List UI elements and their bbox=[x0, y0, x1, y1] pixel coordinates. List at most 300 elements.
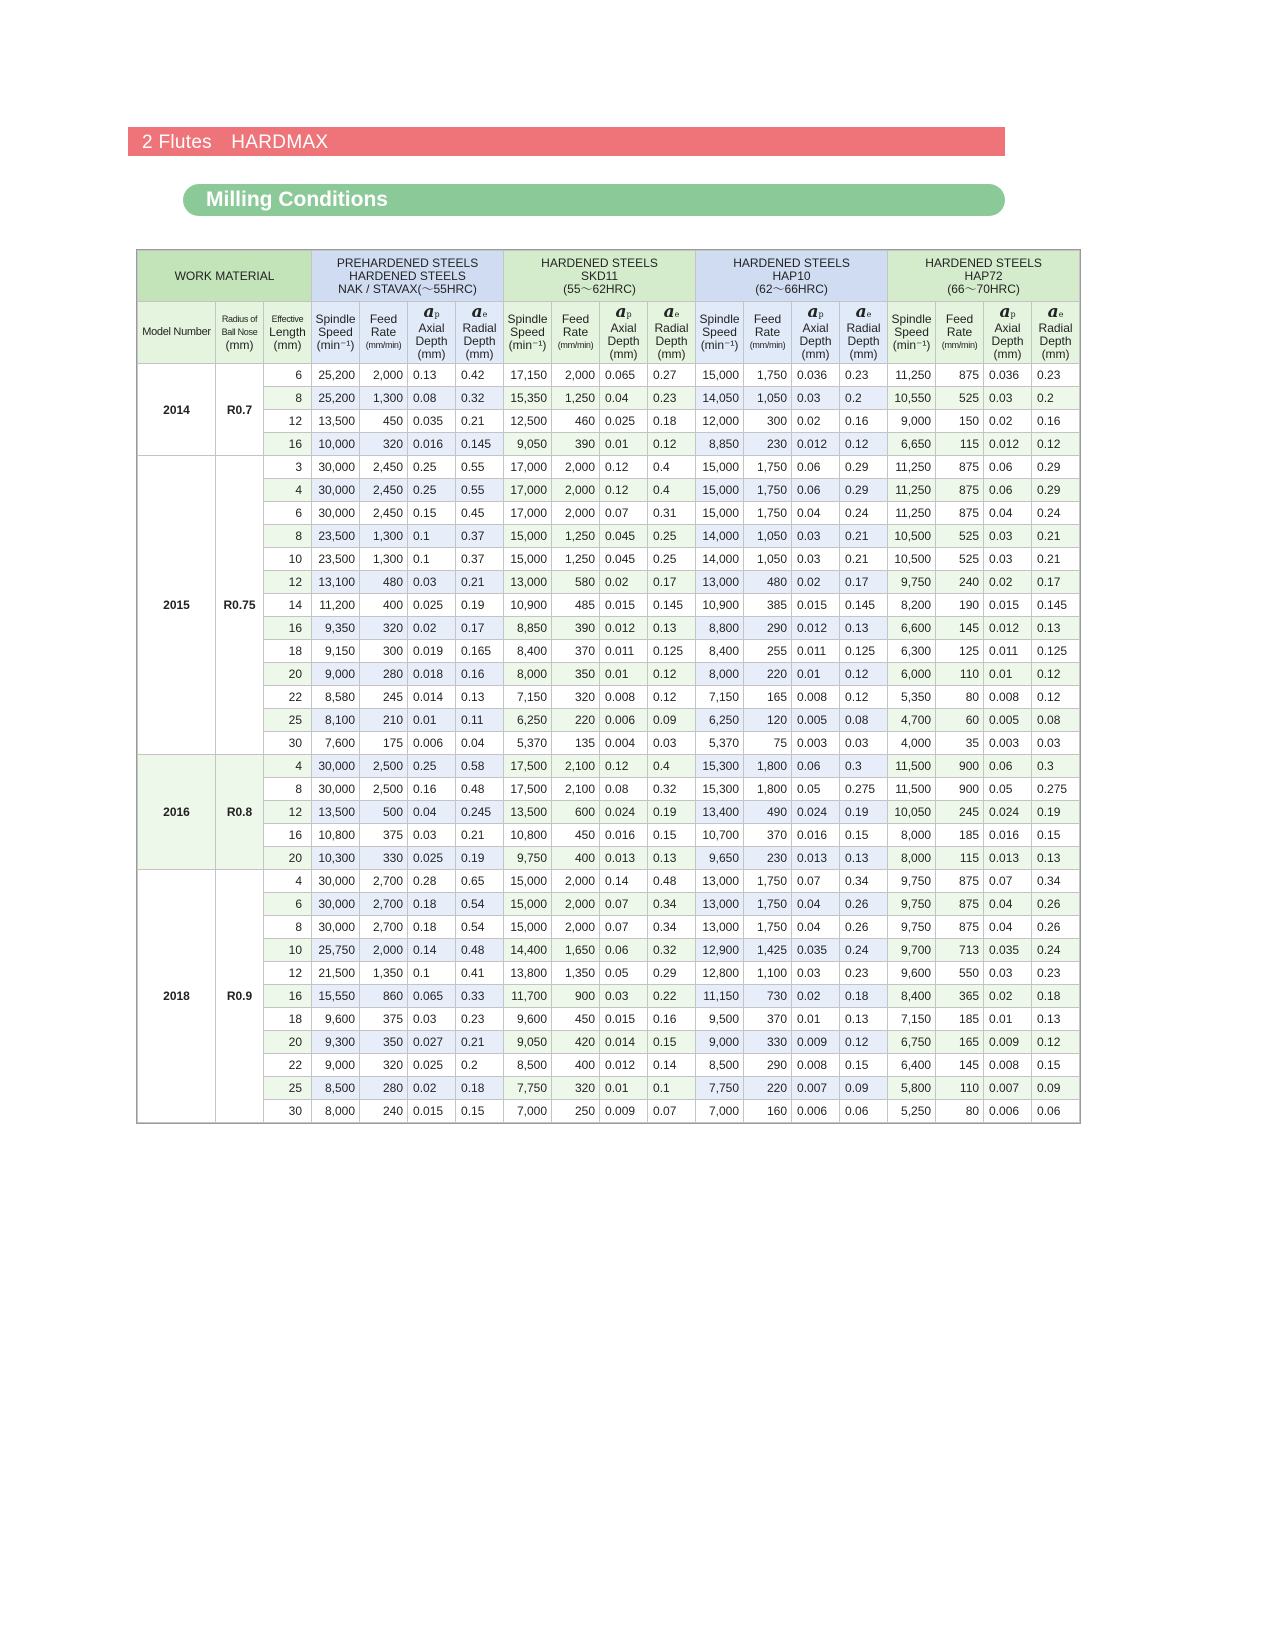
group-line2: SKD11 bbox=[580, 268, 619, 283]
radial-depth-cell: 0.08 bbox=[1032, 709, 1080, 732]
axial-depth-cell: 0.04 bbox=[792, 502, 840, 525]
table-row bbox=[138, 1054, 1080, 1077]
radial-depth-cell: 0.12 bbox=[1032, 686, 1080, 709]
axial-depth-cell: 0.04 bbox=[792, 916, 840, 939]
feed-rate-header bbox=[552, 302, 600, 364]
ap-subscript: p bbox=[626, 309, 632, 319]
axial-depth-cell: 0.02 bbox=[984, 410, 1032, 433]
header-line: Feed bbox=[753, 312, 782, 326]
spindle-speed-cell: 9,350 bbox=[312, 617, 360, 640]
spindle-speed-cell: 21,500 bbox=[312, 962, 360, 985]
axial-depth-cell: 0.045 bbox=[600, 525, 648, 548]
radial-depth-cell: 0.32 bbox=[456, 387, 504, 410]
feed-rate-cell: 400 bbox=[552, 1054, 600, 1077]
header-line: (mm) bbox=[1041, 346, 1070, 361]
axial-depth-cell: 0.009 bbox=[600, 1100, 648, 1123]
feed-rate-cell: 1,250 bbox=[552, 548, 600, 571]
radial-depth-cell: 0.125 bbox=[1032, 640, 1080, 663]
spindle-speed-cell: 30,000 bbox=[312, 893, 360, 916]
feed-rate-cell: 375 bbox=[360, 824, 408, 847]
axial-depth-cell: 0.027 bbox=[408, 1031, 456, 1054]
feed-rate-cell: 150 bbox=[936, 410, 984, 433]
feed-rate-cell: 713 bbox=[936, 939, 984, 962]
header-line: (min⁻¹) bbox=[700, 338, 739, 352]
feed-rate-cell: 390 bbox=[552, 433, 600, 456]
axial-depth-cell: 0.004 bbox=[600, 732, 648, 755]
spindle-speed-cell: 5,350 bbox=[888, 686, 936, 709]
axial-depth-cell: 0.009 bbox=[984, 1031, 1032, 1054]
feed-rate-cell: 120 bbox=[744, 709, 792, 732]
radial-depth-cell: 0.31 bbox=[648, 502, 696, 525]
feed-rate-cell: 1,300 bbox=[360, 387, 408, 410]
axial-depth-cell: 0.011 bbox=[792, 640, 840, 663]
effective-length-cell: 6 bbox=[264, 364, 312, 387]
group-header-skd11 bbox=[504, 251, 696, 302]
spindle-speed-cell: 6,400 bbox=[888, 1054, 936, 1077]
axial-depth-cell: 0.024 bbox=[792, 801, 840, 824]
axial-depth-cell: 0.018 bbox=[408, 663, 456, 686]
feed-rate-cell: 2,000 bbox=[552, 893, 600, 916]
axial-depth-cell: 0.1 bbox=[408, 548, 456, 571]
radial-depth-cell: 0.13 bbox=[456, 686, 504, 709]
axial-depth-cell: 0.015 bbox=[408, 1100, 456, 1123]
axial-depth-cell: 0.065 bbox=[408, 985, 456, 1008]
header-line: Feed bbox=[369, 312, 398, 326]
feed-rate-cell: 480 bbox=[360, 571, 408, 594]
axial-depth-cell: 0.013 bbox=[792, 847, 840, 870]
feed-rate-cell: 2,000 bbox=[552, 916, 600, 939]
radial-depth-cell: 0.26 bbox=[840, 893, 888, 916]
axial-depth-cell: 0.016 bbox=[792, 824, 840, 847]
model-number-cell: 2014 bbox=[138, 364, 216, 456]
feed-rate-cell: 1,350 bbox=[552, 962, 600, 985]
spindle-speed-cell: 13,000 bbox=[696, 571, 744, 594]
axial-depth-cell: 0.025 bbox=[408, 594, 456, 617]
spindle-speed-cell: 30,000 bbox=[312, 916, 360, 939]
axial-depth-cell: 0.06 bbox=[984, 479, 1032, 502]
axial-depth-cell: 0.045 bbox=[600, 548, 648, 571]
feed-rate-cell: 110 bbox=[936, 663, 984, 686]
effective-length-cell: 12 bbox=[264, 571, 312, 594]
ap-symbol bbox=[600, 301, 647, 322]
header-line: Depth bbox=[655, 333, 688, 348]
feed-rate-cell: 370 bbox=[744, 824, 792, 847]
feed-rate-cell: 525 bbox=[936, 387, 984, 410]
spindle-speed-cell: 9,000 bbox=[888, 410, 936, 433]
table-row bbox=[138, 525, 1080, 548]
spindle-speed-cell: 10,800 bbox=[504, 824, 552, 847]
radial-depth-cell: 0.165 bbox=[456, 640, 504, 663]
axial-depth-cell: 0.003 bbox=[984, 732, 1032, 755]
spindle-speed-cell: 11,150 bbox=[696, 985, 744, 1008]
radial-depth-cell: 0.09 bbox=[1032, 1077, 1080, 1100]
radial-depth-cell: 0.21 bbox=[840, 525, 888, 548]
effective-length-cell: 3 bbox=[264, 456, 312, 479]
feed-rate-cell: 2,000 bbox=[552, 456, 600, 479]
spindle-speed-cell: 15,000 bbox=[504, 893, 552, 916]
axial-depth-cell: 0.01 bbox=[984, 663, 1032, 686]
spindle-speed-cell: 11,200 bbox=[312, 594, 360, 617]
feed-rate-cell: 110 bbox=[936, 1077, 984, 1100]
radial-depth-cell: 0.12 bbox=[840, 433, 888, 456]
axial-depth-cell: 0.03 bbox=[600, 985, 648, 1008]
radial-depth-cell: 0.145 bbox=[648, 594, 696, 617]
axial-depth-cell: 0.006 bbox=[792, 1100, 840, 1123]
header-line: Speed bbox=[318, 325, 353, 339]
feed-rate-cell: 1,050 bbox=[744, 387, 792, 410]
feed-rate-cell: 350 bbox=[552, 663, 600, 686]
feed-rate-cell: 2,000 bbox=[360, 939, 408, 962]
feed-rate-cell: 2,000 bbox=[552, 479, 600, 502]
spindle-speed-cell: 25,750 bbox=[312, 939, 360, 962]
table-row bbox=[138, 709, 1080, 732]
radial-depth-cell: 0.24 bbox=[840, 502, 888, 525]
effective-length-cell: 22 bbox=[264, 1054, 312, 1077]
radial-depth-cell: 0.125 bbox=[648, 640, 696, 663]
axial-depth-cell: 0.06 bbox=[984, 755, 1032, 778]
effective-length-cell: 16 bbox=[264, 824, 312, 847]
axial-depth-cell: 0.011 bbox=[984, 640, 1032, 663]
spindle-speed-cell: 5,370 bbox=[504, 732, 552, 755]
radial-depth-cell: 0.245 bbox=[456, 801, 504, 824]
category-banner bbox=[128, 127, 1005, 156]
axial-depth-cell: 0.01 bbox=[792, 1008, 840, 1031]
feed-rate-cell: 900 bbox=[936, 755, 984, 778]
table-row bbox=[138, 502, 1080, 525]
radial-depth-header bbox=[840, 302, 888, 364]
spindle-speed-cell: 9,750 bbox=[888, 916, 936, 939]
spindle-speed-cell: 13,000 bbox=[696, 893, 744, 916]
spindle-speed-cell: 8,400 bbox=[888, 985, 936, 1008]
spindle-speed-cell: 13,000 bbox=[696, 870, 744, 893]
radial-depth-cell: 0.22 bbox=[648, 985, 696, 1008]
axial-depth-cell: 0.06 bbox=[792, 479, 840, 502]
radial-depth-cell: 0.06 bbox=[1032, 1100, 1080, 1123]
radial-depth-cell: 0.27 bbox=[648, 364, 696, 387]
axial-depth-cell: 0.03 bbox=[984, 525, 1032, 548]
axial-depth-cell: 0.12 bbox=[600, 479, 648, 502]
spindle-speed-cell: 15,000 bbox=[504, 870, 552, 893]
radial-depth-cell: 0.13 bbox=[840, 1008, 888, 1031]
spindle-speed-cell: 12,000 bbox=[696, 410, 744, 433]
spindle-speed-cell: 8,500 bbox=[312, 1077, 360, 1100]
spindle-speed-cell: 12,900 bbox=[696, 939, 744, 962]
header-line: Radial bbox=[654, 320, 689, 335]
spindle-speed-cell: 14,050 bbox=[696, 387, 744, 410]
header-line: (mm/min) bbox=[941, 340, 978, 350]
ae-letter: a bbox=[1047, 301, 1059, 322]
feed-rate-cell: 375 bbox=[360, 1008, 408, 1031]
feed-rate-cell: 490 bbox=[744, 801, 792, 824]
spindle-speed-cell: 10,500 bbox=[888, 525, 936, 548]
feed-rate-cell: 80 bbox=[936, 686, 984, 709]
ae-subscript: e bbox=[866, 309, 872, 319]
spindle-speed-cell: 9,000 bbox=[696, 1031, 744, 1054]
radial-depth-cell: 0.13 bbox=[1032, 617, 1080, 640]
ap-subscript: p bbox=[818, 309, 824, 319]
spindle-speed-cell: 13,400 bbox=[696, 801, 744, 824]
effective-length-cell: 8 bbox=[264, 525, 312, 548]
group-line1: PREHARDENED STEELS bbox=[336, 255, 479, 270]
feed-rate-cell: 2,500 bbox=[360, 778, 408, 801]
feed-rate-cell: 175 bbox=[360, 732, 408, 755]
model-number-header: Model Number bbox=[138, 302, 216, 364]
spindle-speed-cell: 25,200 bbox=[312, 364, 360, 387]
axial-depth-cell: 0.013 bbox=[600, 847, 648, 870]
header-line: Axial bbox=[610, 320, 637, 335]
radial-depth-cell: 0.13 bbox=[1032, 847, 1080, 870]
feed-rate-cell: 1,750 bbox=[744, 479, 792, 502]
feed-rate-cell: 350 bbox=[360, 1031, 408, 1054]
spindle-speed-cell: 6,250 bbox=[504, 709, 552, 732]
radial-depth-cell: 0.25 bbox=[648, 525, 696, 548]
feed-rate-cell: 115 bbox=[936, 433, 984, 456]
feed-rate-cell: 2,500 bbox=[360, 755, 408, 778]
axial-depth-cell: 0.009 bbox=[792, 1031, 840, 1054]
spindle-speed-cell: 13,800 bbox=[504, 962, 552, 985]
feed-rate-cell: 190 bbox=[936, 594, 984, 617]
feed-rate-cell: 1,750 bbox=[744, 893, 792, 916]
spindle-speed-cell: 15,000 bbox=[696, 364, 744, 387]
feed-rate-cell: 1,750 bbox=[744, 456, 792, 479]
feed-rate-cell: 1,425 bbox=[744, 939, 792, 962]
spindle-speed-cell: 6,300 bbox=[888, 640, 936, 663]
ae-symbol bbox=[456, 301, 503, 322]
spindle-speed-cell: 17,500 bbox=[504, 778, 552, 801]
feed-rate-cell: 525 bbox=[936, 525, 984, 548]
radial-depth-cell: 0.2 bbox=[840, 387, 888, 410]
ap-letter: a bbox=[807, 301, 819, 322]
table-row bbox=[138, 456, 1080, 479]
axial-depth-cell: 0.04 bbox=[408, 801, 456, 824]
feed-rate-header bbox=[744, 302, 792, 364]
spindle-speed-cell: 5,370 bbox=[696, 732, 744, 755]
radial-depth-cell: 0.12 bbox=[840, 686, 888, 709]
axial-depth-cell: 0.01 bbox=[984, 1008, 1032, 1031]
radial-depth-cell: 0.3 bbox=[840, 755, 888, 778]
feed-rate-cell: 2,450 bbox=[360, 479, 408, 502]
spindle-speed-cell: 15,000 bbox=[696, 479, 744, 502]
axial-depth-cell: 0.019 bbox=[408, 640, 456, 663]
header-line: (mm) bbox=[849, 346, 878, 361]
header-line: Rate bbox=[562, 325, 589, 339]
radial-depth-cell: 0.07 bbox=[648, 1100, 696, 1123]
effective-length-cell: 10 bbox=[264, 548, 312, 571]
axial-depth-cell: 0.06 bbox=[984, 456, 1032, 479]
header-line: Ball Nose bbox=[221, 327, 258, 337]
radial-depth-cell: 0.26 bbox=[840, 916, 888, 939]
axial-depth-cell: 0.03 bbox=[984, 962, 1032, 985]
ap-letter: a bbox=[423, 301, 435, 322]
spindle-speed-cell: 7,150 bbox=[504, 686, 552, 709]
table-row bbox=[138, 479, 1080, 502]
axial-depth-cell: 0.28 bbox=[408, 870, 456, 893]
axial-depth-cell: 0.05 bbox=[600, 962, 648, 985]
radial-depth-cell: 0.18 bbox=[456, 1077, 504, 1100]
header-line: (mm) bbox=[273, 338, 302, 352]
axial-depth-cell: 0.02 bbox=[792, 410, 840, 433]
feed-rate-cell: 320 bbox=[360, 617, 408, 640]
table-row bbox=[138, 916, 1080, 939]
spindle-speed-cell: 15,550 bbox=[312, 985, 360, 1008]
group-line3: (62〜66HRC) bbox=[755, 281, 828, 296]
feed-rate-cell: 330 bbox=[360, 847, 408, 870]
feed-rate-cell: 2,100 bbox=[552, 755, 600, 778]
spindle-speed-cell: 8,800 bbox=[696, 617, 744, 640]
radial-depth-cell: 0.15 bbox=[1032, 824, 1080, 847]
table-row bbox=[138, 778, 1080, 801]
axial-depth-cell: 0.05 bbox=[984, 778, 1032, 801]
ap-letter: a bbox=[999, 301, 1011, 322]
axial-depth-cell: 0.08 bbox=[600, 778, 648, 801]
effective-length-cell: 10 bbox=[264, 939, 312, 962]
radial-depth-cell: 0.54 bbox=[456, 916, 504, 939]
feed-rate-cell: 220 bbox=[744, 663, 792, 686]
header-line: Rate bbox=[946, 325, 973, 339]
group-line3: NAK / STAVAX(〜55HRC) bbox=[338, 281, 477, 296]
radial-depth-cell: 0.32 bbox=[648, 778, 696, 801]
table-row bbox=[138, 663, 1080, 686]
header-line: Spindle bbox=[507, 312, 548, 326]
spindle-speed-cell: 11,500 bbox=[888, 778, 936, 801]
feed-rate-cell: 1,250 bbox=[552, 525, 600, 548]
radial-depth-cell: 0.18 bbox=[648, 410, 696, 433]
spindle-speed-cell: 9,500 bbox=[696, 1008, 744, 1031]
radial-depth-header bbox=[648, 302, 696, 364]
ball-nose-radius-cell: R0.8 bbox=[216, 755, 264, 870]
radial-depth-cell: 0.21 bbox=[840, 548, 888, 571]
feed-rate-cell: 1,650 bbox=[552, 939, 600, 962]
feed-rate-cell: 1,750 bbox=[744, 870, 792, 893]
effective-length-cell: 30 bbox=[264, 1100, 312, 1123]
axial-depth-cell: 0.18 bbox=[408, 916, 456, 939]
spindle-speed-cell: 10,500 bbox=[888, 548, 936, 571]
axial-depth-cell: 0.07 bbox=[600, 916, 648, 939]
spindle-speed-cell: 15,000 bbox=[504, 525, 552, 548]
axial-depth-cell: 0.006 bbox=[600, 709, 648, 732]
spindle-speed-cell: 23,500 bbox=[312, 548, 360, 571]
table-row bbox=[138, 893, 1080, 916]
ap-letter: a bbox=[615, 301, 627, 322]
feed-rate-cell: 550 bbox=[936, 962, 984, 985]
spindle-speed-cell: 9,150 bbox=[312, 640, 360, 663]
radial-depth-cell: 0.54 bbox=[456, 893, 504, 916]
feed-rate-cell: 145 bbox=[936, 1054, 984, 1077]
radial-depth-cell: 0.65 bbox=[456, 870, 504, 893]
axial-depth-cell: 0.008 bbox=[984, 686, 1032, 709]
feed-rate-cell: 860 bbox=[360, 985, 408, 1008]
effective-length-cell: 4 bbox=[264, 755, 312, 778]
axial-depth-cell: 0.14 bbox=[408, 939, 456, 962]
feed-rate-cell: 320 bbox=[360, 433, 408, 456]
spindle-speed-cell: 9,000 bbox=[312, 1054, 360, 1077]
radial-depth-cell: 0.12 bbox=[648, 433, 696, 456]
feed-rate-cell: 600 bbox=[552, 801, 600, 824]
spindle-speed-cell: 10,000 bbox=[312, 433, 360, 456]
effective-length-cell: 12 bbox=[264, 801, 312, 824]
table-row bbox=[138, 939, 1080, 962]
table-row bbox=[138, 755, 1080, 778]
feed-rate-cell: 900 bbox=[552, 985, 600, 1008]
feed-rate-cell: 280 bbox=[360, 663, 408, 686]
radial-depth-cell: 0.29 bbox=[840, 456, 888, 479]
radial-depth-cell: 0.06 bbox=[840, 1100, 888, 1123]
radial-depth-cell: 0.21 bbox=[456, 571, 504, 594]
header-line: Length bbox=[269, 325, 306, 339]
radial-depth-cell: 0.24 bbox=[1032, 939, 1080, 962]
feed-rate-cell: 450 bbox=[360, 410, 408, 433]
effective-length-cell: 16 bbox=[264, 985, 312, 1008]
feed-rate-cell: 240 bbox=[936, 571, 984, 594]
feed-rate-cell: 160 bbox=[744, 1100, 792, 1123]
axial-depth-cell: 0.03 bbox=[792, 962, 840, 985]
feed-rate-cell: 460 bbox=[552, 410, 600, 433]
axial-depth-cell: 0.012 bbox=[600, 1054, 648, 1077]
effective-length-cell: 22 bbox=[264, 686, 312, 709]
spindle-speed-cell: 6,650 bbox=[888, 433, 936, 456]
header-line: (min⁻¹) bbox=[892, 338, 931, 352]
radial-depth-cell: 0.25 bbox=[648, 548, 696, 571]
table-row bbox=[138, 870, 1080, 893]
feed-rate-cell: 80 bbox=[936, 1100, 984, 1123]
spindle-speed-cell: 8,000 bbox=[696, 663, 744, 686]
header-line: (mm/min) bbox=[365, 340, 402, 350]
axial-depth-cell: 0.035 bbox=[984, 939, 1032, 962]
header-line: (mm) bbox=[609, 346, 638, 361]
spindle-speed-cell: 30,000 bbox=[312, 502, 360, 525]
axial-depth-cell: 0.1 bbox=[408, 962, 456, 985]
axial-depth-cell: 0.006 bbox=[408, 732, 456, 755]
radial-depth-cell: 0.4 bbox=[648, 456, 696, 479]
axial-depth-cell: 0.03 bbox=[792, 525, 840, 548]
spindle-speed-cell: 8,500 bbox=[504, 1054, 552, 1077]
ball-nose-radius-cell: R0.9 bbox=[216, 870, 264, 1123]
spindle-speed-cell: 15,000 bbox=[504, 916, 552, 939]
effective-length-header bbox=[264, 302, 312, 364]
table-row bbox=[138, 640, 1080, 663]
axial-depth-cell: 0.03 bbox=[408, 824, 456, 847]
table-row bbox=[138, 1031, 1080, 1054]
spindle-speed-cell: 8,000 bbox=[888, 824, 936, 847]
feed-rate-cell: 2,000 bbox=[552, 502, 600, 525]
spindle-speed-cell: 15,300 bbox=[696, 755, 744, 778]
table-row bbox=[138, 594, 1080, 617]
group-line3: (66〜70HRC) bbox=[947, 281, 1020, 296]
radial-depth-cell: 0.04 bbox=[456, 732, 504, 755]
radial-depth-cell: 0.15 bbox=[648, 824, 696, 847]
radial-depth-header bbox=[456, 302, 504, 364]
spindle-speed-header bbox=[696, 302, 744, 364]
axial-depth-cell: 0.012 bbox=[984, 433, 1032, 456]
radial-depth-cell: 0.48 bbox=[456, 939, 504, 962]
header-line: Radial bbox=[462, 320, 497, 335]
axial-depth-cell: 0.02 bbox=[408, 1077, 456, 1100]
spindle-speed-cell: 5,250 bbox=[888, 1100, 936, 1123]
axial-depth-cell: 0.01 bbox=[600, 433, 648, 456]
radial-depth-cell: 0.1 bbox=[648, 1077, 696, 1100]
axial-depth-cell: 0.02 bbox=[984, 571, 1032, 594]
model-number-cell: 2015 bbox=[138, 456, 216, 755]
spindle-speed-cell: 8,580 bbox=[312, 686, 360, 709]
effective-length-cell: 14 bbox=[264, 594, 312, 617]
effective-length-cell: 16 bbox=[264, 433, 312, 456]
axial-depth-cell: 0.03 bbox=[408, 1008, 456, 1031]
header-line: Axial bbox=[802, 320, 829, 335]
radial-depth-cell: 0.03 bbox=[648, 732, 696, 755]
spindle-speed-cell: 9,700 bbox=[888, 939, 936, 962]
header-line: (min⁻¹) bbox=[508, 338, 547, 352]
spindle-speed-cell: 10,900 bbox=[696, 594, 744, 617]
